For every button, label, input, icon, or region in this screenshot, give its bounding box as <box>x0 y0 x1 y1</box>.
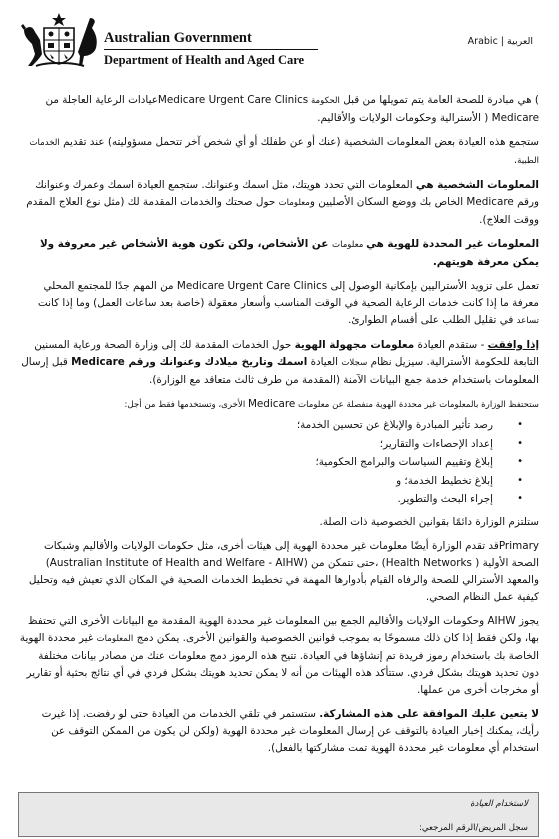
personal-info-term: المعلومات الشخصية هي <box>415 179 539 191</box>
coat-of-arms-icon <box>18 12 100 68</box>
use-intro-paragraph <box>18 396 539 414</box>
collect-small-text: الخدمات الطبية <box>29 138 539 166</box>
importance-text: تعمل على تزويد الأستراليين بإمكانية الوصول إلى Medicare Urgent Care Clinics من المهم جدًا للمجتمع المحلي معرفة ما إذا كانت خدمات الرعاية الصحية في الوقت المناسب وأسعار معقولة (خاصة بعد ساعات العمل) وما إذا كانت <box>37 280 539 309</box>
list-item: • إبلاغ وتقييم السياسات والبرامج الحكومية؛ <box>18 453 493 472</box>
deidentified-definition: عن الأشخاص، ولكن تكون هوية الأشخاص غير معروفة ولا يمكن معرفة هويتهم. <box>39 238 539 268</box>
privacy-paragraph: ستلتزم الوزارة دائمًا بقوانين الخصوصية ذات الصلة. <box>319 515 539 528</box>
list-item: • إعداد الإحصاءات والتقارير؛ <box>18 435 493 454</box>
intro-text: ) هي مبادرة للصحة العامة يتم تمويلها من قبل <box>339 94 539 106</box>
page-header <box>0 0 559 72</box>
intro-small-text: الحكومة <box>308 96 340 106</box>
collect-text: ستجمع هذه العيادة بعض المعلومات الشخصية (عنك أو عن طفلك أو أي شخص آخر تتحمل مسؤوليته) عند تقديم <box>59 136 539 148</box>
personal-info-text-end: حول صحتك والخدمات المقدمة لك (مثل نوع العلاج المقدم ووقت العلاج). <box>26 196 539 226</box>
office-use-title: لاستخدام العيادة <box>470 799 528 809</box>
list-item: • إبلاغ تخطيط الخدمة؛ و <box>18 472 493 491</box>
deidentified-term: المعلومات غير المحددة للهوية هي <box>366 238 539 250</box>
program-name-ar: عيادات الرعاية العاجلة من Medicare <box>45 94 539 124</box>
government-name: Australian Government <box>104 30 252 46</box>
deidentified-small-text: معلومات <box>332 240 367 250</box>
consent-text-2: حول الخدمات المقدمة لك إلى وزارة الصحة ورعاية المسنين التابعة للحكومة الأسترالية. <box>34 339 539 368</box>
consent-small-text: سجلات <box>341 358 368 368</box>
purpose-list <box>18 416 539 509</box>
consent-heading: إذا وافقت <box>487 339 539 351</box>
importance-small-text: تساعد <box>516 316 539 326</box>
branding-divider <box>104 49 318 50</box>
use-intro-text: ستحتفظ الوزارة بالمعلومات غير محددة الهوية منفصلة عن معلومات <box>295 400 539 410</box>
deidentified-paragraph <box>18 236 539 271</box>
importance-text-end: في تقليل الطلب على أقسام الطوارئ. <box>348 314 517 326</box>
consent-text-3: سيزيل نظام <box>367 356 424 368</box>
sharing-text: قد تقدم الوزارة أيضًا معلومات غير محددة الهوية إلى هيئات أخرى، مثل حكومات الولايات والأقاليم وشبكات الصحة الأولية ( Health Networks) ،حتى تتمكن من (Australian Institute of Health and Welfare - AIHW) والمعهد الأسترالي للصحة والرفاه القيام بأدوارها المهمة في تخطيط الخدمات الصحية في المكان الذي تعيش فيه وتحليل كيفية عمل النظام الصحي. <box>28 539 539 603</box>
consent-text-5: قبل إرسال المعلومات باستخدام خدمة جمع البيانات الآمنة (المقدمة من طرف ثالث متعاقد مع الوزارة). <box>21 356 539 386</box>
optional-paragraph <box>18 706 539 757</box>
linking-text-end: غير محددة الهوية الخاصة بك باستخدام رموز فريدة تم إنشاؤها في العيادة. تتيح هذه الرموز دمج معلومات عنك من مصادر بيانات مختلفة دون تحديد هويتك بشكل فردي. ستتأكد هذه الهيئات من أنه لا يمكن تحديد هويتك بشكل فردي في أي نتائج بحثية أو تقارير أو مخرجات أخرى من عملها. <box>19 631 539 696</box>
document-body <box>18 92 539 764</box>
language-indicator: Arabic | العربية <box>467 36 533 47</box>
office-use-box <box>18 792 539 837</box>
use-intro-text-end: الأخرى، وتستخدمها فقط من أجل: <box>124 400 248 410</box>
patient-record-label: سجل المريض/الرقم المرجعي: <box>418 823 528 833</box>
sharing-paragraph <box>18 538 539 606</box>
linking-paragraph <box>18 613 539 699</box>
linking-small-text: المعلومات <box>96 633 134 644</box>
program-name-en: Medicare Urgent Care Clinics <box>157 94 309 106</box>
consent-text-1: - ستقدم العيادة <box>414 339 488 351</box>
use-intro-medicare: Medicare <box>247 398 296 410</box>
intro-text-end: ( الأسترالية وحكومات الولايات والأقاليم. <box>317 112 492 124</box>
list-item: • إجراء البحث والتطوير. <box>18 490 493 509</box>
consent-paragraph <box>18 337 539 389</box>
consent-anonymous-term: معلومات مجهولة الهوية <box>294 339 415 351</box>
collect-text-end: . <box>513 154 518 166</box>
department-name: Department of Health and Aged Care <box>104 53 305 67</box>
intro-paragraph <box>18 92 539 127</box>
consent-text-4: العيادة <box>307 356 342 368</box>
optional-heading: لا يتعين عليك الموافقة على هذه المشاركة. <box>319 707 539 720</box>
linking-text: يجوز AIHW وحكومات الولايات والأقاليم الجمع بين المعلومات غير محددة الهوية المقدمة مع البيانات الأخرى التي تحتفظ بها، ولكن فقط إذا كان ذلك مسموحًا به بموجب قوانين الخصوصية والقوانين الأخرى. يمكن دمج <box>27 614 539 644</box>
list-item: • رصد تأثير المبادرة والإبلاغ عن تحسين الخدمة؛ <box>18 416 493 435</box>
personal-info-paragraph <box>18 177 539 229</box>
importance-paragraph <box>18 278 539 330</box>
personal-info-text: المعلومات التي تحدد هويتك، مثل اسمك وعنوانك. ستجمع العيادة اسمك وعمرك وعنوانك ورقم Medicare الخاص بك ووضع السكان الأصليين و <box>35 179 539 208</box>
optional-text: ستستمر في تلقي الخدمات من العيادة حتى لو رفضت. إذا غيرت رأيك، يمكنك إخبار العيادة بالتوقف عن إرسال المعلومات غير محددة الهوية (ولكن لن يكون من الممكن التوقف عن استخدام أي معلومات غير محددة الهوية تمت مشاركتها بالفعل). <box>41 707 539 754</box>
consent-removed-fields: اسمك وتاريخ ميلادك وعنوانك ورقم Medicare <box>71 356 308 368</box>
collect-paragraph <box>18 134 539 170</box>
sharing-primary-word: Primary <box>498 539 539 552</box>
government-branding <box>104 30 318 68</box>
personal-info-small-text: معلومات <box>278 198 310 208</box>
